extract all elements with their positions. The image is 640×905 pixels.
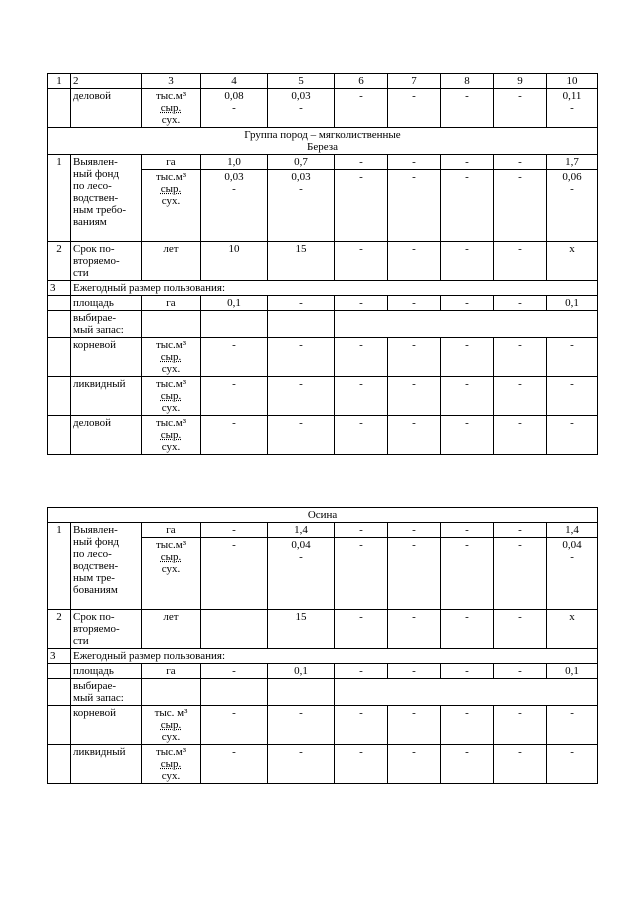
- value-cell: -: [494, 523, 547, 538]
- table-row: [48, 416, 598, 455]
- unit-top: тыс.м³: [155, 90, 187, 102]
- group-title-cell: [48, 128, 598, 155]
- value-cell: -: [268, 745, 335, 784]
- row-number: [48, 664, 71, 679]
- value-cell: -: [268, 377, 335, 416]
- value-cell: -: [388, 610, 441, 649]
- value-cell: -: [494, 706, 547, 745]
- unit-mid: сыр.: [160, 351, 182, 363]
- value-cell: 1,0: [201, 155, 268, 170]
- value-cell: 0,03 -: [268, 89, 335, 128]
- value-cell: -: [441, 745, 494, 784]
- value-cell: -: [547, 416, 598, 455]
- value-cell: 15: [268, 610, 335, 649]
- value-cell: -: [268, 296, 335, 311]
- row-number: [48, 89, 71, 128]
- value-cell: -: [494, 338, 547, 377]
- row-label: Выявлен- ный фонд по лесо- водствен- ным требо- ваниям: [71, 155, 142, 242]
- row-label: корневой: [71, 706, 142, 745]
- row-number: [48, 416, 71, 455]
- value-cell: 10: [201, 242, 268, 281]
- table-row: [48, 311, 598, 338]
- unit-bot: сух.: [161, 114, 181, 126]
- header-cell: 2: [71, 74, 142, 89]
- value-cell: -: [441, 89, 494, 128]
- value-cell: -: [335, 338, 388, 377]
- value-cell: -: [201, 664, 268, 679]
- value-cell: -: [441, 416, 494, 455]
- value-cell: -: [441, 242, 494, 281]
- value-cell: -: [335, 296, 388, 311]
- unit-bot: сух.: [161, 363, 181, 375]
- value-cell: -: [441, 377, 494, 416]
- unit-cell: [142, 170, 201, 242]
- value-cell: -: [441, 155, 494, 170]
- value-cell: [201, 311, 268, 338]
- value-cell: -: [335, 170, 388, 242]
- data-table-top: [47, 73, 598, 455]
- value-cell: -: [388, 416, 441, 455]
- value-cell: -: [388, 170, 441, 242]
- unit-cell: [142, 679, 201, 706]
- table-row: [48, 89, 598, 128]
- unit-cell: [142, 377, 201, 416]
- value-cell: 1,4: [268, 523, 335, 538]
- value-cell: -: [268, 416, 335, 455]
- value-cell: -: [388, 523, 441, 538]
- value-cell: [201, 610, 268, 649]
- unit-top: тыс.м³: [155, 339, 187, 351]
- header-cell: 1: [48, 74, 71, 89]
- value-cell: -: [441, 664, 494, 679]
- unit-top: тыс.м³: [155, 171, 187, 183]
- table-row: [48, 745, 598, 784]
- unit-mid: сыр.: [160, 390, 182, 402]
- row-label: площадь: [71, 664, 142, 679]
- row-label: выбирае- мый запас:: [71, 679, 142, 706]
- value-cell: -: [494, 377, 547, 416]
- value-cell: -: [441, 523, 494, 538]
- unit-cell: га: [142, 523, 201, 538]
- header-cell: 8: [441, 74, 494, 89]
- value-cell: -: [335, 155, 388, 170]
- unit-bot: сух.: [161, 770, 181, 782]
- header-cell: 5: [268, 74, 335, 89]
- unit-top: тыс.м³: [155, 378, 187, 390]
- unit-mid: сыр.: [160, 551, 182, 563]
- section-row: [48, 649, 598, 664]
- value-cell: -: [335, 745, 388, 784]
- value-cell: -: [335, 523, 388, 538]
- row-label: выбирае- мый запас:: [71, 311, 142, 338]
- unit-cell: [142, 416, 201, 455]
- value-cell: -: [494, 89, 547, 128]
- table-header-row: [48, 74, 598, 89]
- unit-bot: сух.: [161, 441, 181, 453]
- row-number: 3: [48, 281, 71, 296]
- row-label: корневой: [71, 338, 142, 377]
- value-cell: 0,03 -: [268, 170, 335, 242]
- value-cell: [335, 311, 598, 338]
- header-cell: 6: [335, 74, 388, 89]
- unit-bot: сух.: [161, 563, 181, 575]
- value-cell: -: [335, 706, 388, 745]
- value-cell: -: [335, 377, 388, 416]
- unit-top: тыс. м³: [154, 707, 188, 719]
- row-number: [48, 311, 71, 338]
- header-cell: 4: [201, 74, 268, 89]
- header-cell: 9: [494, 74, 547, 89]
- unit-cell: [142, 538, 201, 610]
- value-cell: 0,04 -: [268, 538, 335, 610]
- value-cell: -: [388, 242, 441, 281]
- value-cell: x: [547, 242, 598, 281]
- row-label: деловой: [71, 416, 142, 455]
- value-cell: [335, 679, 598, 706]
- value-cell: -: [441, 538, 494, 610]
- value-cell: 0,08 -: [201, 89, 268, 128]
- unit-mid: сыр.: [160, 758, 182, 770]
- value-cell: -: [268, 706, 335, 745]
- value-cell: 0,7: [268, 155, 335, 170]
- value-cell: -: [388, 155, 441, 170]
- value-cell: -: [268, 338, 335, 377]
- value-cell: x: [547, 610, 598, 649]
- unit-cell: га: [142, 296, 201, 311]
- unit-cell: [142, 338, 201, 377]
- unit-cell: га: [142, 664, 201, 679]
- row-number: [48, 706, 71, 745]
- value-cell: 1,4: [547, 523, 598, 538]
- unit-bot: сух.: [161, 402, 181, 414]
- unit-cell: лет: [142, 610, 201, 649]
- value-cell: -: [335, 610, 388, 649]
- value-cell: 15: [268, 242, 335, 281]
- row-label: Срок по- вторяемо- сти: [71, 242, 142, 281]
- group-title-row: [48, 128, 598, 155]
- unit-cell: га: [142, 155, 201, 170]
- row-number: 3: [48, 649, 71, 664]
- value-cell: [201, 679, 268, 706]
- value-cell: -: [547, 706, 598, 745]
- table-row: [48, 610, 598, 649]
- unit-mid: сыр.: [160, 719, 182, 731]
- row-label: Выявлен- ный фонд по лесо- водствен- ным тре- бованиям: [71, 523, 142, 610]
- value-cell: -: [494, 155, 547, 170]
- value-cell: -: [201, 706, 268, 745]
- value-cell: -: [388, 296, 441, 311]
- table-row: [48, 377, 598, 416]
- section-row: [48, 281, 598, 296]
- value-cell: -: [335, 242, 388, 281]
- table-row: [48, 242, 598, 281]
- value-cell: -: [547, 745, 598, 784]
- table-row: [48, 296, 598, 311]
- row-number: [48, 679, 71, 706]
- value-cell: -: [201, 523, 268, 538]
- group-title: Группа пород – мягколиственные: [244, 129, 401, 141]
- value-cell: -: [388, 538, 441, 610]
- value-cell: -: [441, 296, 494, 311]
- table-row: [48, 523, 598, 538]
- header-cell: 7: [388, 74, 441, 89]
- value-cell: -: [335, 89, 388, 128]
- row-number: [48, 296, 71, 311]
- value-cell: -: [335, 416, 388, 455]
- unit-mid: сыр.: [160, 183, 182, 195]
- row-label: площадь: [71, 296, 142, 311]
- value-cell: -: [201, 416, 268, 455]
- value-cell: -: [547, 377, 598, 416]
- row-number: 1: [48, 155, 71, 242]
- row-label: Срок по- вторяемо- сти: [71, 610, 142, 649]
- unit-cell: [142, 311, 201, 338]
- row-label: деловой: [71, 89, 142, 128]
- value-cell: -: [494, 416, 547, 455]
- row-label: ликвидный: [71, 745, 142, 784]
- value-cell: -: [388, 377, 441, 416]
- unit-mid: сыр.: [160, 429, 182, 441]
- header-cell: 3: [142, 74, 201, 89]
- value-cell: 1,7: [547, 155, 598, 170]
- unit-cell: [142, 89, 201, 128]
- value-cell: 0,1: [201, 296, 268, 311]
- unit-cell: [142, 745, 201, 784]
- row-number: [48, 377, 71, 416]
- row-number: [48, 338, 71, 377]
- row-number: 1: [48, 523, 71, 610]
- value-cell: [268, 679, 335, 706]
- section-title: Ежегодный размер пользования:: [71, 649, 598, 664]
- section-title: Ежегодный размер пользования:: [71, 281, 598, 296]
- row-number: 2: [48, 610, 71, 649]
- unit-bot: сух.: [161, 731, 181, 743]
- table-row: [48, 338, 598, 377]
- value-cell: [268, 311, 335, 338]
- row-number: 2: [48, 242, 71, 281]
- species-title: Береза: [307, 141, 338, 153]
- value-cell: -: [494, 296, 547, 311]
- value-cell: -: [201, 377, 268, 416]
- unit-top: тыс.м³: [155, 746, 187, 758]
- value-cell: 0,1: [547, 664, 598, 679]
- value-cell: -: [388, 338, 441, 377]
- value-cell: -: [388, 706, 441, 745]
- unit-mid: сыр.: [160, 102, 182, 114]
- table-row: [48, 679, 598, 706]
- table-row: [48, 664, 598, 679]
- unit-cell: [142, 706, 201, 745]
- value-cell: -: [441, 338, 494, 377]
- value-cell: -: [388, 664, 441, 679]
- value-cell: -: [335, 538, 388, 610]
- value-cell: -: [201, 338, 268, 377]
- value-cell: -: [441, 706, 494, 745]
- value-cell: -: [494, 610, 547, 649]
- value-cell: -: [494, 745, 547, 784]
- unit-top: тыс.м³: [155, 417, 187, 429]
- value-cell: -: [335, 664, 388, 679]
- row-label: ликвидный: [71, 377, 142, 416]
- value-cell: 0,11 -: [547, 89, 598, 128]
- value-cell: 0,06 -: [547, 170, 598, 242]
- value-cell: -: [494, 170, 547, 242]
- value-cell: -: [494, 242, 547, 281]
- table-row: [48, 155, 598, 170]
- value-cell: -: [441, 170, 494, 242]
- species-title-row: [48, 508, 598, 523]
- species-title: Осина: [48, 508, 598, 523]
- value-cell: 0,1: [268, 664, 335, 679]
- value-cell: -: [547, 338, 598, 377]
- value-cell: -: [201, 538, 268, 610]
- value-cell: -: [388, 745, 441, 784]
- header-cell: 10: [547, 74, 598, 89]
- value-cell: -: [494, 664, 547, 679]
- value-cell: 0,04 -: [547, 538, 598, 610]
- unit-bot: сух.: [161, 195, 181, 207]
- unit-top: тыс.м³: [155, 539, 187, 551]
- value-cell: -: [388, 89, 441, 128]
- value-cell: -: [441, 610, 494, 649]
- unit-cell: лет: [142, 242, 201, 281]
- table-row: [48, 706, 598, 745]
- row-number: [48, 745, 71, 784]
- value-cell: 0,03 -: [201, 170, 268, 242]
- data-table-bottom: [47, 507, 598, 784]
- value-cell: -: [494, 538, 547, 610]
- value-cell: -: [201, 745, 268, 784]
- value-cell: 0,1: [547, 296, 598, 311]
